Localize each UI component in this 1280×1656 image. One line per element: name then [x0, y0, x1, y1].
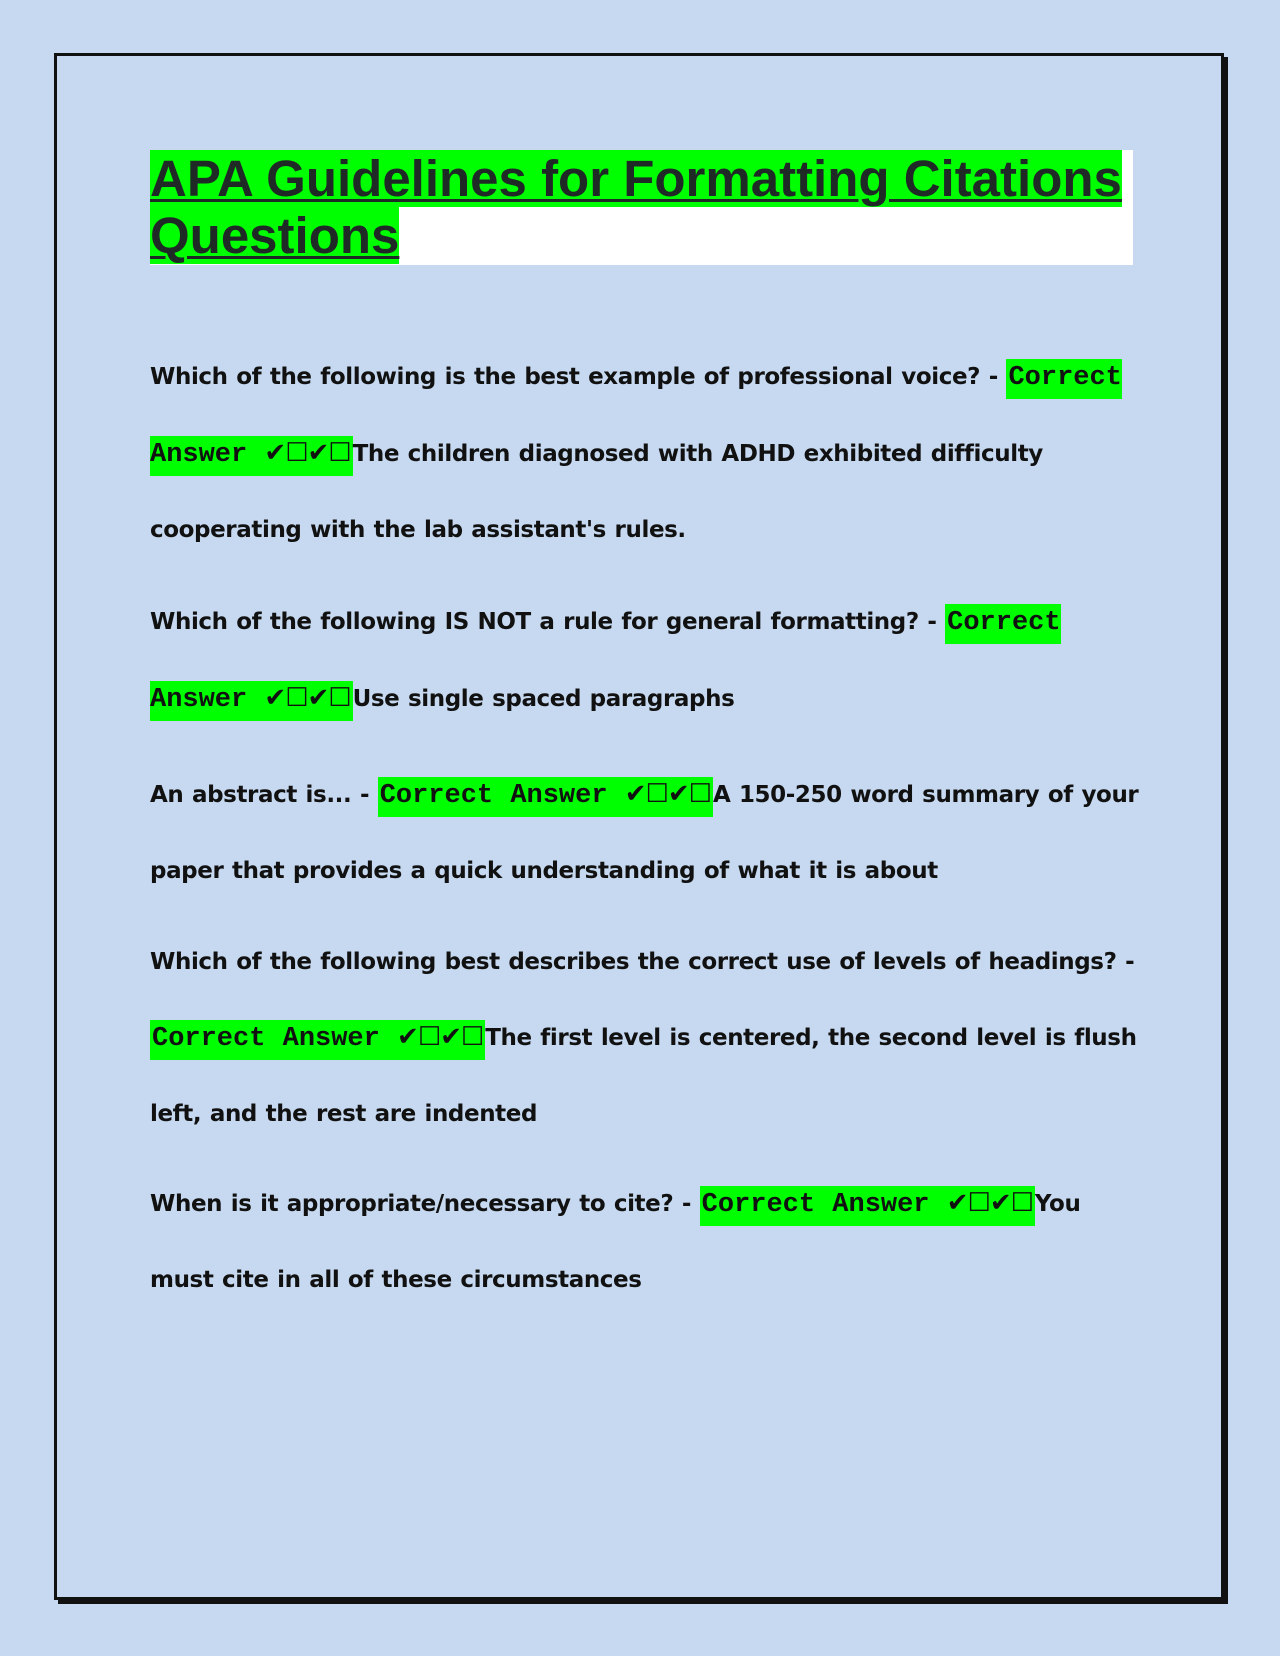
- title-line-2: Questions: [150, 207, 400, 264]
- check-box-icon: ✔☐✔☐: [264, 683, 351, 713]
- correct-answer-label: Correct Answer: [150, 608, 1061, 715]
- document-title: [150, 150, 1140, 264]
- answer-text: A 150-250 word summary of your paper that provides a quick understanding of what it is about: [150, 782, 1139, 884]
- answer-text: The first level is centered, the second level is flush left, and the rest are indented: [150, 1025, 1137, 1127]
- answer-text: You must cite in all of these circumstances: [150, 1191, 1081, 1293]
- check-box-icon: ✔☐✔☐: [624, 779, 711, 809]
- qa-item-2: [150, 585, 1140, 738]
- check-box-icon: ✔☐✔☐: [397, 1022, 484, 1052]
- correct-answer-badge: [378, 777, 713, 817]
- question-text: An abstract is... -: [150, 782, 370, 808]
- qa-item-5: [150, 1166, 1140, 1318]
- correct-answer-badge: [150, 1020, 485, 1060]
- title-line-1: APA Guidelines for Formatting Citations: [150, 150, 1122, 207]
- question-text: Which of the following is the best example of professional voice? -: [150, 364, 998, 390]
- correct-answer-label: Correct Answer: [152, 1024, 380, 1054]
- question-text: When is it appropriate/necessary to cite? -: [150, 1191, 692, 1217]
- qa-item-4: [150, 925, 1140, 1152]
- correct-answer-label: Correct Answer: [701, 1190, 930, 1220]
- check-box-icon: ✔☐✔☐: [264, 438, 351, 468]
- correct-answer-label: Correct Answer: [150, 363, 1122, 470]
- correct-answer-label: Correct Answer: [379, 781, 608, 811]
- question-text: Which of the following IS NOT a rule for general formatting? -: [150, 609, 937, 635]
- correct-answer-badge: [700, 1186, 1035, 1226]
- qa-item-1: [150, 340, 1140, 568]
- qa-item-3: [150, 757, 1140, 909]
- answer-text: The children diagnosed with ADHD exhibited difficulty cooperating with the lab assistant's rules.: [150, 441, 1043, 543]
- answer-text: Use single spaced paragraphs: [352, 686, 735, 712]
- check-box-icon: ✔☐✔☐: [946, 1188, 1033, 1218]
- question-text: Which of the following best describes the correct use of levels of headings? -: [150, 949, 1135, 975]
